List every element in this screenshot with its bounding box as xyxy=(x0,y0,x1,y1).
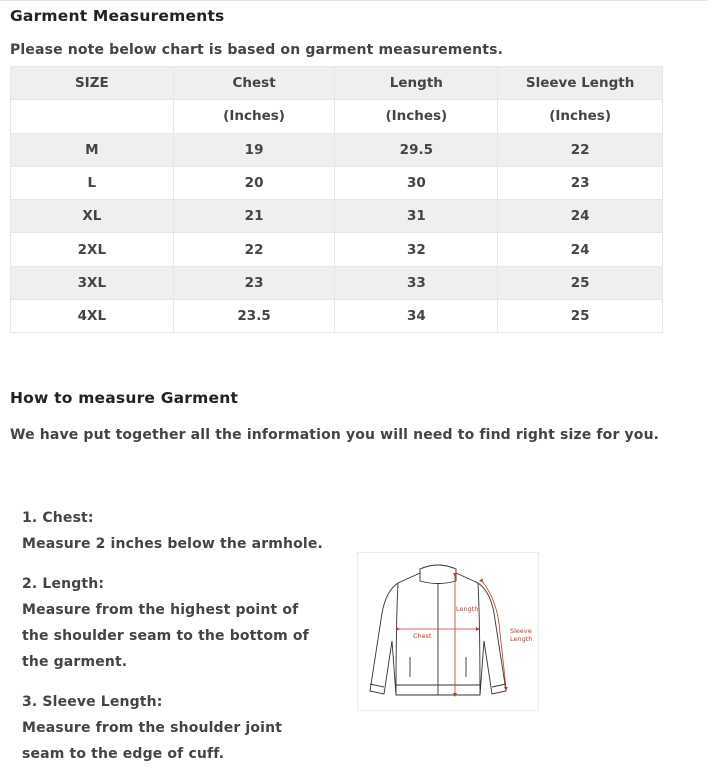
chart-note: Please note below chart is based on garment measurements. xyxy=(10,42,504,58)
table-cell: 30 xyxy=(335,166,498,199)
table-row xyxy=(11,233,663,266)
diagram-sleeve-label: Length xyxy=(510,635,533,643)
section-title-garment-measurements: Garment Measurements xyxy=(10,7,225,25)
jacket-outline-icon xyxy=(358,553,538,710)
table-cell: 34 xyxy=(335,300,498,333)
section-title-how-to-measure: How to measure Garment xyxy=(10,389,239,407)
diagram-chest-label: Chest xyxy=(413,632,432,640)
table-cell: 31 xyxy=(335,200,498,233)
top-divider xyxy=(0,0,708,1)
header-cell-sleeve-length: Sleeve Length xyxy=(498,67,663,100)
table-row xyxy=(11,166,663,199)
table-cell: 20 xyxy=(173,166,335,199)
table-cell: 25 xyxy=(498,266,663,299)
diagram-sleeve-label: Sleeve xyxy=(510,627,532,635)
table-row xyxy=(11,200,663,233)
units-cell-length: (Inches) xyxy=(335,100,498,133)
table-cell: 4XL xyxy=(11,300,174,333)
table-cell: 33 xyxy=(335,266,498,299)
table-row xyxy=(11,133,663,166)
step-sleeve-title: 3. Sleeve Length: xyxy=(22,694,163,710)
table-cell: 32 xyxy=(335,233,498,266)
step-length-text: the shoulder seam to the bottom of xyxy=(22,628,309,644)
table-units-row xyxy=(11,100,663,133)
size-chart-table xyxy=(10,66,663,333)
table-cell: L xyxy=(11,166,174,199)
table-cell: 2XL xyxy=(11,233,174,266)
step-length-text: Measure from the highest point of xyxy=(22,602,299,618)
units-cell-sleeve-length: (Inches) xyxy=(498,100,663,133)
table-cell: 24 xyxy=(498,233,663,266)
table-row xyxy=(11,300,663,333)
table-cell: 3XL xyxy=(11,266,174,299)
step-length-text: the garment. xyxy=(22,654,128,670)
table-cell: 22 xyxy=(173,233,335,266)
header-cell-chest: Chest xyxy=(173,67,335,100)
table-cell: 23 xyxy=(498,166,663,199)
table-cell: M xyxy=(11,133,174,166)
units-cell-size xyxy=(11,100,174,133)
step-sleeve-text: Measure from the shoulder joint xyxy=(22,720,283,736)
step-sleeve-text: seam to the edge of cuff. xyxy=(22,746,225,762)
diagram-length-label: Length xyxy=(456,605,479,613)
step-chest-text: Measure 2 inches below the armhole. xyxy=(22,536,323,552)
table-cell: 29.5 xyxy=(335,133,498,166)
table-cell: 21 xyxy=(173,200,335,233)
how-to-measure-note: We have put together all the information you will need to find right size for you. xyxy=(10,427,660,443)
table-cell: 24 xyxy=(498,200,663,233)
header-cell-size: SIZE xyxy=(11,67,174,100)
table-header-row xyxy=(11,67,663,100)
step-chest-title: 1. Chest: xyxy=(22,510,94,526)
measurement-diagram xyxy=(357,552,539,711)
table-cell: 23 xyxy=(173,266,335,299)
table-row xyxy=(11,266,663,299)
table-cell: 23.5 xyxy=(173,300,335,333)
table-cell: XL xyxy=(11,200,174,233)
step-length-title: 2. Length: xyxy=(22,576,105,592)
units-cell-chest: (Inches) xyxy=(173,100,335,133)
table-cell: 19 xyxy=(173,133,335,166)
table-cell: 22 xyxy=(498,133,663,166)
table-cell: 25 xyxy=(498,300,663,333)
header-cell-length: Length xyxy=(335,67,498,100)
